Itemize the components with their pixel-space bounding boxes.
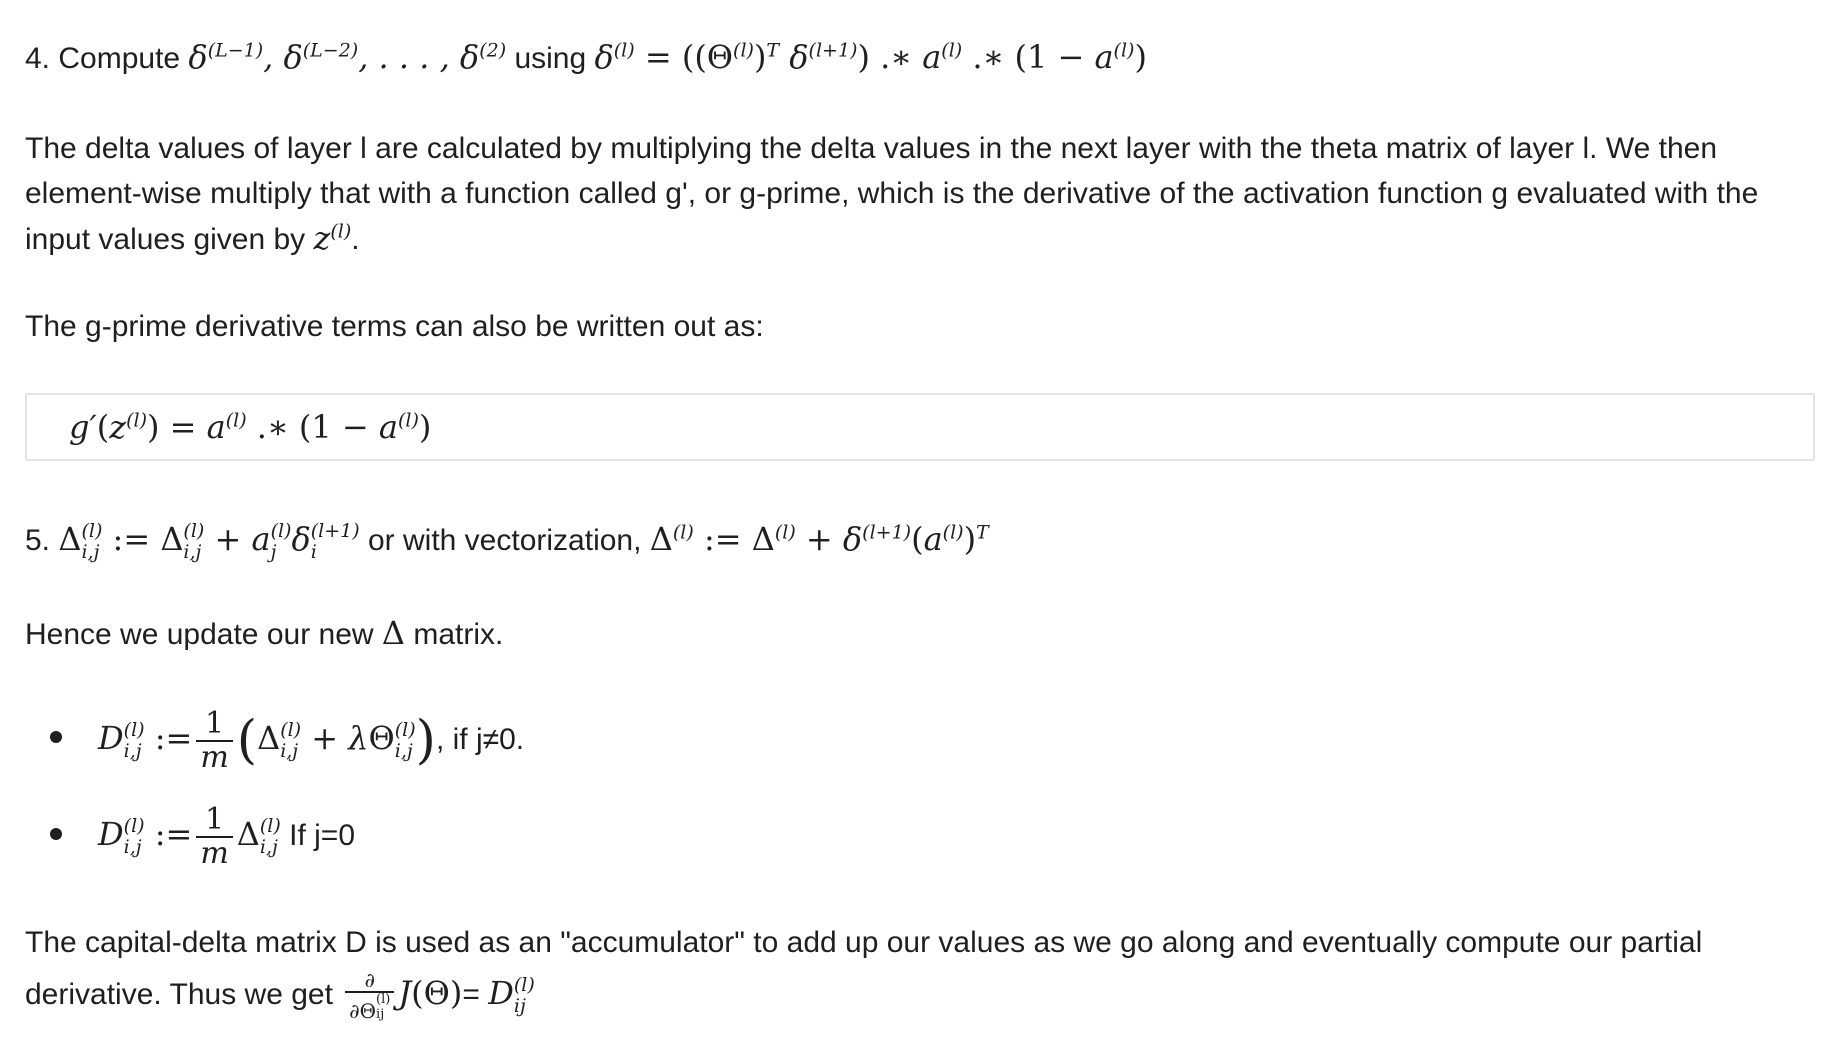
step5-prefix: 5. <box>25 524 59 557</box>
delta-symbol: Δ <box>381 614 406 652</box>
d-formula-unregularized: D (l) i,j := $\frac{1}{m}$ Δ (l) i,j <box>98 801 281 871</box>
z-l-term: $z^{(l)}$ <box>313 219 352 257</box>
delta-explanation-text: The delta values of layer l are calculated by multiplying the delta values in the next layer with the theta matrix of layer l. We then element-wise multiply that with a function called g', or g-prime, which is the derivative of the activation function g evaluated with the input values given by <box>25 132 1759 256</box>
step4-delta-list: $\delta^{(L-1)}$, $\delta^{(L-2)}$, . . . , $\delta^{(2)}$ <box>188 38 507 76</box>
step4-line <box>25 38 1147 78</box>
bullet-dot <box>50 828 62 840</box>
step4-formula: $\delta^{(l)} = ((\Theta^{(l)})^T$ $\delta^{(l+1)}$) .∗ $a^{(l)}$ .∗ $(1 - a^{(l)})$ <box>594 38 1147 76</box>
step4-using: using <box>506 42 595 75</box>
d-ij-term: D (l) ij <box>488 973 535 1017</box>
accumulator-paragraph <box>25 918 1815 1022</box>
bullet1-suffix: , if j≠0. <box>435 723 525 756</box>
paragraph1-period: . <box>351 223 360 256</box>
step5-line <box>25 520 989 562</box>
gprime-formula-box <box>25 393 1815 461</box>
update-delta-after: matrix. <box>405 618 504 651</box>
step5-vectorization-text: or with vectorization, <box>359 524 650 557</box>
bullet-item-j-zero <box>98 796 355 874</box>
update-delta-line <box>25 614 503 654</box>
bullet-item-j-nonzero <box>98 700 524 779</box>
step5-formula: Δ (l) i,j := Δ (l) i,j + a (l) j δ (l+1) i <box>58 519 360 563</box>
step5-vector-formula: $\Delta^{(l)}$ := $\Delta^{(l)} + \delta^{(l+1)}(a^{(l)})^T$ <box>649 520 989 558</box>
bullet-dot <box>50 731 62 743</box>
equals-text: = <box>462 978 489 1011</box>
d-formula-regularized: D (l) i,j := $\frac{1}{m}$ (Δ (l) i,j + λΘ (l) i,j ) <box>98 705 436 775</box>
accumulator-text: The capital-delta matrix D is used as an "accumulator" to add up our values as we go along and eventually compute our partial derivative. Thus we get <box>25 926 1703 1011</box>
bullet2-suffix: If j=0 <box>280 819 356 852</box>
gprime-intro: The g-prime derivative terms can also be written out as: <box>25 310 764 343</box>
gprime-formula: $g'(z^{(l)}) = a^{(l)}$ .∗ $(1 - a^{(l)})$ <box>69 408 432 446</box>
delta-explanation-paragraph <box>25 126 1815 262</box>
partial-derivative-formula: ∂ ∂Θ (l) ij J(Θ) <box>341 974 462 1012</box>
update-delta-before: Hence we update our new <box>25 618 382 651</box>
step4-prefix: 4. Compute <box>25 42 189 75</box>
